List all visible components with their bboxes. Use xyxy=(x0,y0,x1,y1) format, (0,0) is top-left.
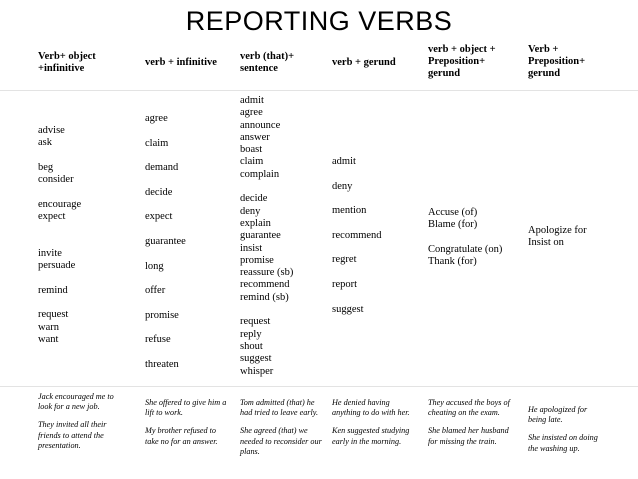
verb-item: invite xyxy=(38,247,62,259)
verb-item: want xyxy=(38,334,59,346)
header-divider xyxy=(0,90,638,91)
verb-item: Thank (for) xyxy=(428,256,477,268)
spacer xyxy=(428,232,523,244)
column-verb-that-sentence xyxy=(240,95,330,378)
column-verb-infinitive xyxy=(145,113,235,371)
spacer xyxy=(332,242,422,254)
verb-item: admit xyxy=(240,95,264,106)
verb-item: offer xyxy=(145,285,166,297)
verb-item: answer xyxy=(240,131,270,143)
spacer xyxy=(145,347,235,359)
example-sentence: My brother refused to take no for an answer. xyxy=(145,426,218,446)
verb-item: Insist on xyxy=(528,237,564,249)
verb-item: beg xyxy=(38,161,54,173)
examples-verb-that-sentence xyxy=(240,398,322,465)
verb-item: boast xyxy=(240,144,263,156)
verb-item: recommend xyxy=(332,229,382,241)
verb-item: Congratulate (on) xyxy=(428,243,503,255)
verb-item: promise xyxy=(240,254,274,266)
example-sentence: Jack encouraged me to look for a new job. xyxy=(38,392,114,412)
spacer xyxy=(332,193,422,205)
spacer xyxy=(240,304,330,316)
verb-item: reassure (sb) xyxy=(240,267,294,279)
verb-item: agree xyxy=(240,107,263,119)
verb-item: claim xyxy=(240,156,264,168)
spacer xyxy=(332,291,422,303)
examples-verb-gerund xyxy=(332,398,412,455)
verb-item: whisper xyxy=(240,365,274,377)
spacer xyxy=(38,273,138,285)
header-verb-infinitive: verb + infinitive xyxy=(145,57,217,68)
verb-item: expect xyxy=(38,211,66,223)
verb-item: ask xyxy=(38,137,52,149)
verb-item: mention xyxy=(332,205,367,217)
spacer xyxy=(145,322,235,334)
example-sentence: She agreed (that) we needed to reconsider our plans. xyxy=(240,426,322,456)
verb-item: Blame (for) xyxy=(428,219,478,231)
verb-item: warn xyxy=(38,321,59,333)
header-verb-object-preposition-gerund: verb + object + Preposition+ gerund xyxy=(428,44,496,79)
verb-item: suggest xyxy=(240,353,272,365)
spacer xyxy=(38,186,138,198)
verb-item: remind xyxy=(38,284,68,296)
header-verb-object-infinitive: Verb+ object +infinitive xyxy=(38,51,96,74)
column-verb-object-infinitive xyxy=(38,125,138,346)
verb-item: encourage xyxy=(38,198,82,210)
verb-item: claim xyxy=(145,137,169,149)
example-sentence: He denied having anything to do with her. xyxy=(332,398,410,418)
spacer xyxy=(240,181,330,193)
verb-item: refuse xyxy=(145,334,171,346)
verb-item: explain xyxy=(240,217,271,229)
page-title: REPORTING VERBS xyxy=(185,6,453,36)
header-verb-gerund: verb + gerund xyxy=(332,57,396,68)
examples-verb-object-infinitive xyxy=(38,392,118,459)
spacer xyxy=(145,224,235,236)
examples-verb-preposition-gerund xyxy=(528,405,598,462)
verb-item: Apologize for xyxy=(528,225,587,236)
example-sentence: Ken suggested studying early in the morning. xyxy=(332,426,410,446)
verb-item: Accuse (of) xyxy=(428,207,478,218)
verb-item: guarantee xyxy=(240,230,281,242)
spacer xyxy=(38,150,138,162)
verb-item: deny xyxy=(240,205,261,217)
spacer xyxy=(145,273,235,285)
examples-verb-infinitive xyxy=(145,398,227,455)
spacer xyxy=(332,217,422,229)
verb-item: remind (sb) xyxy=(240,291,289,303)
examples-verb-object-preposition-gerund xyxy=(428,398,510,455)
verb-item: recommend xyxy=(240,279,290,291)
example-sentence: He apologized for being late. xyxy=(528,405,588,425)
example-sentence: Tom admitted (that) he had tried to leave early. xyxy=(240,398,318,418)
verb-item: announce xyxy=(240,119,281,131)
verb-item: guarantee xyxy=(145,235,186,247)
spacer xyxy=(145,248,235,260)
verb-item: shout xyxy=(240,340,263,352)
verb-item: regret xyxy=(332,254,357,266)
verb-item: promise xyxy=(145,309,179,321)
example-sentence: They invited all their friends to attend the presentation. xyxy=(38,420,107,450)
spacer xyxy=(145,174,235,186)
verb-item: complain xyxy=(240,168,280,180)
verb-item: demand xyxy=(145,162,179,174)
verb-item: suggest xyxy=(332,303,364,315)
example-sentence: She insisted on doing the washing up. xyxy=(528,433,598,453)
verb-item: deny xyxy=(332,180,353,192)
header-verb-that-sentence: verb (that)+ sentence xyxy=(240,51,295,74)
verb-item: request xyxy=(240,316,271,328)
verb-item: reply xyxy=(240,328,262,340)
verb-item: decide xyxy=(145,186,173,198)
verb-item: consider xyxy=(38,174,74,186)
verb-item: agree xyxy=(145,113,168,124)
spacer xyxy=(38,297,138,309)
column-verb-object-preposition-gerund xyxy=(428,207,523,268)
verb-item: expect xyxy=(145,211,173,223)
spacer xyxy=(145,199,235,211)
spacer xyxy=(145,125,235,137)
header-verb-preposition-gerund: Verb + Preposition+ gerund xyxy=(528,44,586,79)
verb-item: persuade xyxy=(38,260,76,272)
example-sentence: They accused the boys of cheating on the exam. xyxy=(428,398,510,418)
spacer xyxy=(145,150,235,162)
examples-divider xyxy=(0,386,638,387)
verb-item: long xyxy=(145,260,164,272)
verb-item: advise xyxy=(38,125,65,136)
column-verb-gerund xyxy=(332,156,422,316)
verb-item: insist xyxy=(240,242,263,254)
spacer xyxy=(145,297,235,309)
spacer xyxy=(38,236,138,248)
verb-item: decide xyxy=(240,193,268,205)
verb-item: admit xyxy=(332,156,356,167)
verb-item: report xyxy=(332,278,358,290)
example-sentence: She blamed her husband for missing the train. xyxy=(428,426,509,446)
spacer xyxy=(332,267,422,279)
column-verb-preposition-gerund xyxy=(528,225,618,250)
verb-item: threaten xyxy=(145,358,179,370)
spacer xyxy=(38,223,138,235)
example-sentence: She offered to give him a lift to work. xyxy=(145,398,227,418)
spacer xyxy=(332,168,422,180)
verb-item: request xyxy=(38,309,69,321)
